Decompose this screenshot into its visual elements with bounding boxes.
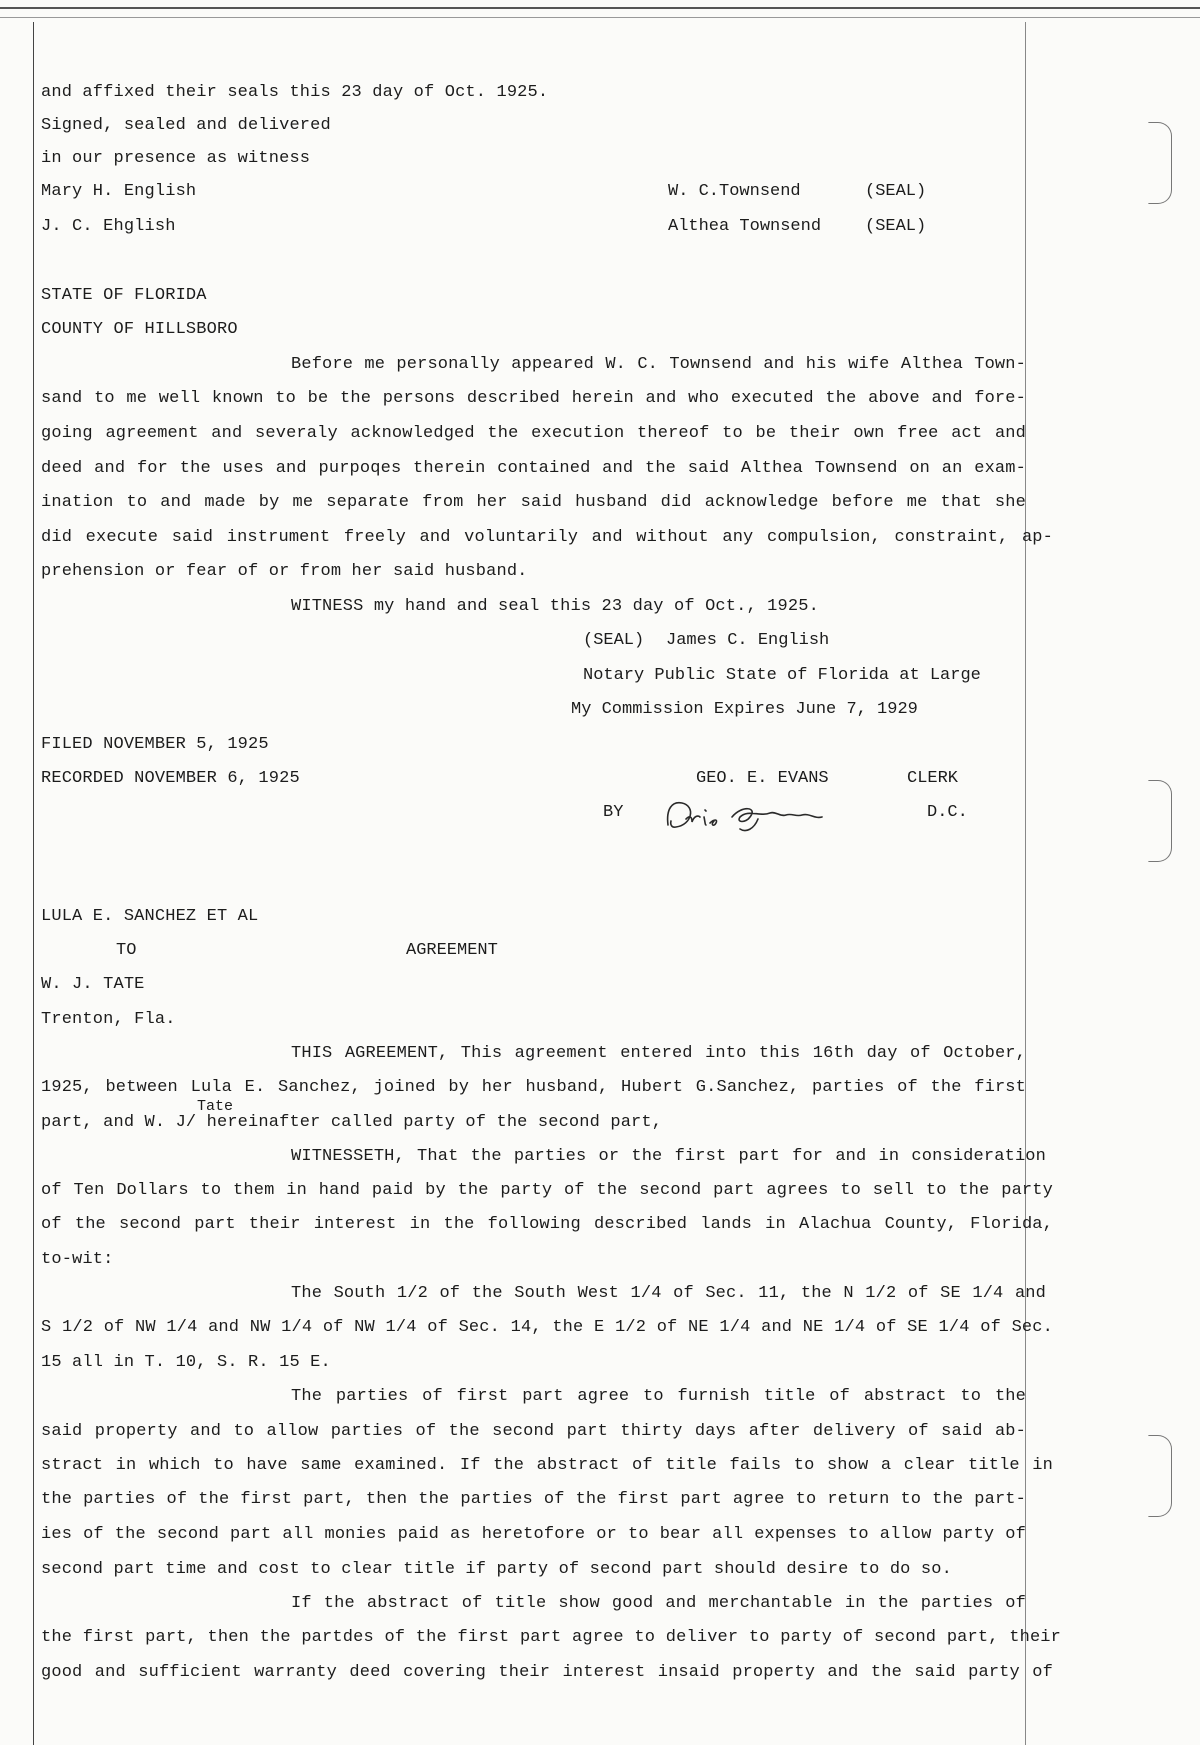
text-line: Before me personally appeared W. C. Townsend and his wife Althea Town- xyxy=(291,355,1026,374)
seal-label: (SEAL) xyxy=(865,217,927,236)
text-line: to-wit: xyxy=(41,1250,114,1269)
seal-label: (SEAL) xyxy=(865,182,927,201)
binder-hole xyxy=(1148,122,1172,204)
text-line: THIS AGREEMENT, This agreement entered into this 16th day of October, xyxy=(291,1044,1026,1063)
text-line: good and sufficient warranty deed covering their interest insaid property and the said party of xyxy=(41,1663,1053,1682)
text-line: going agreement and severaly acknowledged the execution thereof to be their own free act and xyxy=(41,424,1026,443)
text-line: of Ten Dollars to them in hand paid by the party of the second part agrees to sell to the party xyxy=(41,1181,1053,1200)
signer-name: Althea Townsend xyxy=(668,217,822,236)
text-line: prehension or fear of or from her said husband. xyxy=(41,562,528,581)
state-heading: STATE OF FLORIDA xyxy=(41,286,207,305)
text-line: deed and for the uses and purpoqes therein contained and the said Althea Townsend on an exam- xyxy=(41,459,1026,478)
recorded-date: RECORDED NOVEMBER 6, 1925 xyxy=(41,769,300,788)
text-line: sand to me well known to be the persons described herein and who executed the above and fore- xyxy=(41,389,1026,408)
text-line: in our presence as witness xyxy=(41,149,311,168)
second-party-address: Trenton, Fla. xyxy=(41,1010,176,1029)
text-line: S 1/2 of NW 1/4 and NW 1/4 of NW 1/4 of Sec. 14, the E 1/2 of NE 1/4 and NE 1/4 of SE 1/4 of Sec. xyxy=(41,1318,1053,1337)
text-line: part, and W. J/ hereinafter called party of the second part, xyxy=(41,1113,663,1132)
text-line: Signed, sealed and delivered xyxy=(41,116,331,135)
witness-name: J. C. Ehglish xyxy=(41,217,176,236)
clerk-title: CLERK xyxy=(907,769,959,788)
commission-expiry: My Commission Expires June 7, 1929 xyxy=(571,700,918,719)
text-line: WITNESSETH, That the parties or the first part for and in consideration xyxy=(291,1147,1046,1166)
witness-line: WITNESS my hand and seal this 23 day of Oct., 1925. xyxy=(291,597,819,616)
text-line: The parties of first part agree to furnish title of abstract to the xyxy=(291,1387,1026,1406)
clerk-name: GEO. E. EVANS xyxy=(696,769,829,788)
binder-hole xyxy=(1148,780,1172,862)
deputy-clerk-label: D.C. xyxy=(927,803,968,822)
notary-seal: (SEAL) xyxy=(583,631,645,650)
text-line: stract in which to have same examined. If the abstract of title fails to show a clear title in xyxy=(41,1456,1053,1475)
by-label: BY xyxy=(603,803,624,822)
document-type: AGREEMENT xyxy=(406,941,498,960)
filed-date: FILED NOVEMBER 5, 1925 xyxy=(41,735,269,754)
signer-name: W. C.Townsend xyxy=(668,182,801,201)
text-line: ies of the second part all monies paid as heretofore or to bear all expenses to allow party of xyxy=(41,1525,1026,1544)
top-border-inner xyxy=(0,17,1200,18)
text-line: of the second part their interest in the following described lands in Alachua County, Florida, xyxy=(41,1215,1053,1234)
left-margin-rule xyxy=(33,22,34,1745)
notary-name: James C. English xyxy=(666,631,830,650)
notary-title: Notary Public State of Florida at Large xyxy=(583,666,981,685)
county-heading: COUNTY OF HILLSBORO xyxy=(41,320,238,339)
interlineation: Tate xyxy=(197,1098,234,1115)
text-line: and affixed their seals this 23 day of Oct. 1925. xyxy=(41,83,549,102)
text-line: second part time and cost to clear title if party of second part should desire to do so. xyxy=(41,1560,952,1579)
text-line: If the abstract of title show good and merchantable in the parties of xyxy=(291,1594,1026,1613)
to-label: TO xyxy=(116,941,137,960)
text-line: said property and to allow parties of the second part thirty days after delivery of said ab- xyxy=(41,1422,1026,1441)
text-line: did execute said instrument freely and voluntarily and without any compulsion, constraint, ap- xyxy=(41,528,1053,547)
text-line: ination to and made by me separate from her said husband did acknowledge before me that she xyxy=(41,493,1026,512)
second-party: W. J. TATE xyxy=(41,975,145,994)
text-line: the parties of the first part, then the parties of the first part agree to return to the part- xyxy=(41,1490,1026,1509)
handwritten-signature xyxy=(662,795,862,835)
text-line: 15 all in T. 10, S. R. 15 E. xyxy=(41,1353,331,1372)
text-line: the first part, then the partdes of the first part agree to deliver to party of second part, their xyxy=(41,1628,1061,1647)
text-line: 1925, between Lula E. Sanchez, joined by her husband, Hubert G.Sanchez, parties of the first xyxy=(41,1078,1026,1097)
top-border xyxy=(0,7,1200,9)
text-line: The South 1/2 of the South West 1/4 of Sec. 11, the N 1/2 of SE 1/4 and xyxy=(291,1284,1046,1303)
witness-name: Mary H. English xyxy=(41,182,197,201)
binder-hole xyxy=(1148,1435,1172,1517)
first-party: LULA E. SANCHEZ ET AL xyxy=(41,907,259,926)
